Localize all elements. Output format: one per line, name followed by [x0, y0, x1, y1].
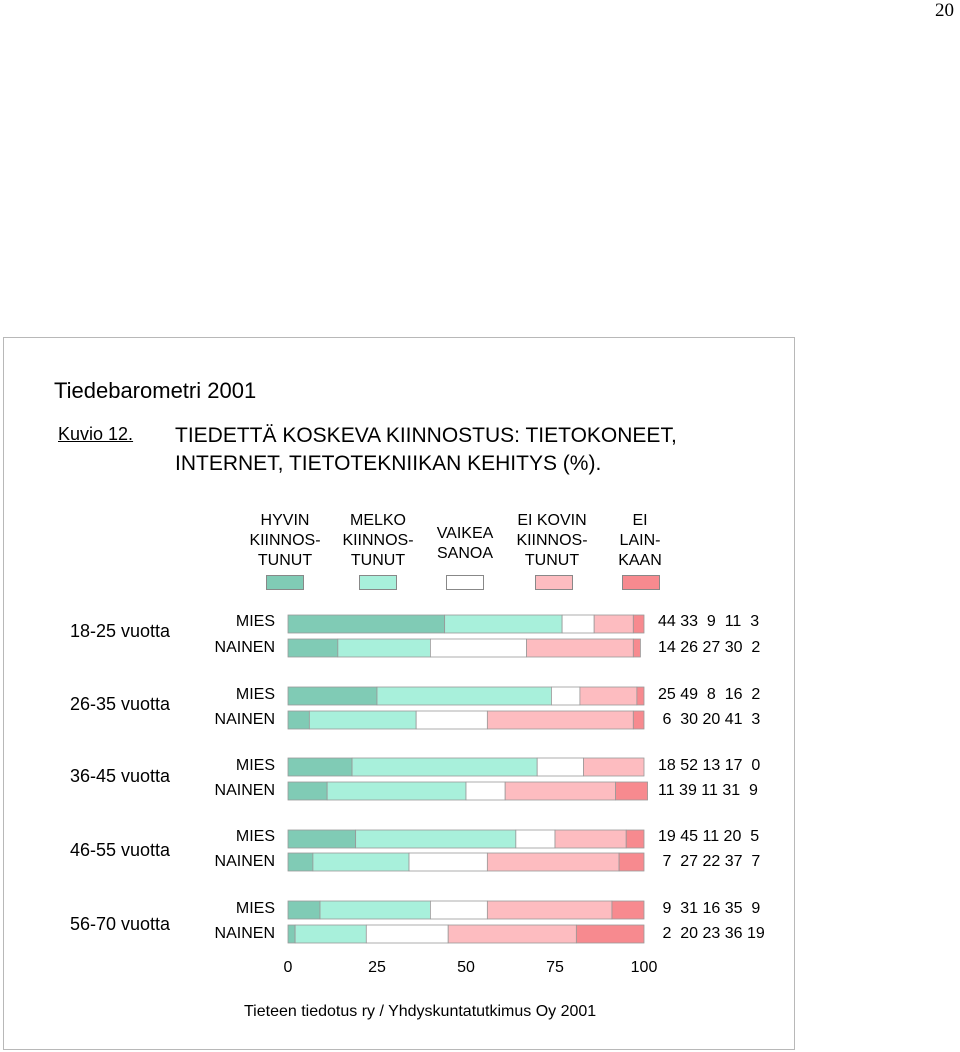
bar-segment-ei-kovin [555, 830, 626, 848]
bar-segment-melko [295, 925, 366, 943]
bar-segment-ei-kovin [487, 711, 633, 729]
bar-segment-ei-lainkaan [637, 687, 644, 705]
bar-segment-ei-kovin [527, 639, 634, 657]
row-label-mies: MIES [235, 613, 275, 630]
bar-segment-vaikea [466, 782, 505, 800]
bar-segment-ei-kovin [583, 758, 644, 776]
x-tick-label: 50 [457, 959, 475, 976]
x-tick-label: 25 [368, 959, 386, 976]
bar-segment-ei-kovin [487, 853, 619, 871]
bar-segment-hyvin [288, 782, 327, 800]
bar-segment-vaikea [430, 901, 487, 919]
bar-segment-hyvin [288, 687, 377, 705]
bar-segment-melko [377, 687, 551, 705]
bar-segment-vaikea [537, 758, 583, 776]
row-values: 2 20 23 36 19 [658, 925, 765, 942]
row-values: 9 31 16 35 9 [658, 900, 761, 917]
bar-segment-melko [309, 711, 416, 729]
row-values: 44 33 9 11 3 [658, 613, 760, 630]
page-number: 20 [935, 0, 954, 21]
row-label-nainen: NAINEN [214, 639, 275, 656]
bar-segment-melko [338, 639, 431, 657]
bar-segment-ei-lainkaan [576, 925, 644, 943]
bar-segment-ei-kovin [580, 687, 637, 705]
group-label-56-70: 56-70 vuotta [69, 914, 171, 934]
row-label-mies: MIES [235, 757, 275, 774]
bar-segment-ei-lainkaan [619, 853, 644, 871]
group-label-26-35: 26-35 vuotta [69, 694, 171, 714]
bar-segment-melko [445, 615, 562, 633]
legend-label-vaikea: VAIKEA SANOA [436, 525, 494, 562]
row-values: 11 39 11 31 9 [658, 782, 758, 799]
bar-segment-ei-lainkaan [626, 830, 644, 848]
bar-segment-ei-lainkaan [612, 901, 644, 919]
source-footer: Tieteen tiedotus ry / Yhdyskuntatutkimus Oy 2001 [244, 1003, 597, 1020]
bar-segment-vaikea [516, 830, 555, 848]
bar-segment-vaikea [562, 615, 594, 633]
row-values: 18 52 13 17 0 [658, 757, 761, 774]
bar-segment-vaikea [551, 687, 579, 705]
row-values: 7 27 22 37 7 [658, 853, 761, 870]
bar-segment-hyvin [288, 853, 313, 871]
row-values: 25 49 8 16 2 [658, 686, 761, 703]
bar-segment-melko [327, 782, 466, 800]
bar-segment-ei-kovin [594, 615, 633, 633]
bar-segment-ei-kovin [487, 901, 612, 919]
bar-segment-ei-lainkaan [633, 639, 640, 657]
bar-segment-hyvin [288, 615, 445, 633]
bar-segment-hyvin [288, 830, 356, 848]
legend-label-ei-lainkaan: EI LAIN- KAAN [618, 512, 662, 569]
legend-label-ei-kovin: EI KOVIN KIINNOS- TUNUT [516, 512, 588, 569]
row-label-mies: MIES [235, 828, 275, 845]
bar-segment-melko [356, 830, 516, 848]
row-values: 19 45 11 20 5 [658, 828, 760, 845]
x-tick-label: 0 [283, 959, 293, 976]
bar-segment-hyvin [288, 901, 320, 919]
legend-label-hyvin: HYVIN KIINNOS- TUNUT [249, 512, 321, 569]
bar-segment-ei-kovin [448, 925, 576, 943]
bar-segment-hyvin [288, 758, 352, 776]
group-label-18-25: 18-25 vuotta [69, 621, 171, 641]
bar-segment-melko [313, 853, 409, 871]
row-values: 6 30 20 41 3 [658, 711, 761, 728]
bar-segment-vaikea [409, 853, 487, 871]
row-label-mies: MIES [235, 900, 275, 917]
bar-segment-melko [320, 901, 430, 919]
bar-segment-hyvin [288, 639, 338, 657]
x-tick-label: 100 [630, 959, 658, 976]
row-label-mies: MIES [235, 686, 275, 703]
row-label-nainen: NAINEN [214, 711, 275, 728]
group-label-36-45: 36-45 vuotta [69, 766, 171, 786]
bar-segment-ei-lainkaan [616, 782, 648, 800]
row-values: 14 26 27 30 2 [658, 639, 761, 656]
legend-label-melko: MELKO KIINNOS- TUNUT [342, 512, 414, 569]
report-title: Tiedebarometri 2001 [54, 378, 257, 403]
bar-segment-hyvin [288, 711, 309, 729]
bar-segment-hyvin [288, 925, 295, 943]
figure-label: Kuvio 12. [58, 424, 134, 444]
bar-segment-melko [352, 758, 537, 776]
row-label-nainen: NAINEN [214, 853, 275, 870]
figure-title: TIEDETTÄ KOSKEVA KIINNOSTUS: TIETOKONEET, INTERNET, TIETOTEKNIIKAN KEHITYS (%). [175, 424, 677, 475]
bar-segment-ei-lainkaan [633, 711, 644, 729]
bar-segment-ei-kovin [505, 782, 615, 800]
bar-segment-vaikea [366, 925, 448, 943]
row-label-nainen: NAINEN [214, 782, 275, 799]
bar-segment-ei-lainkaan [633, 615, 644, 633]
group-label-46-55: 46-55 vuotta [69, 840, 171, 860]
bar-segment-vaikea [430, 639, 526, 657]
row-label-nainen: NAINEN [214, 925, 275, 942]
x-tick-label: 75 [546, 959, 564, 976]
bar-segment-vaikea [416, 711, 487, 729]
